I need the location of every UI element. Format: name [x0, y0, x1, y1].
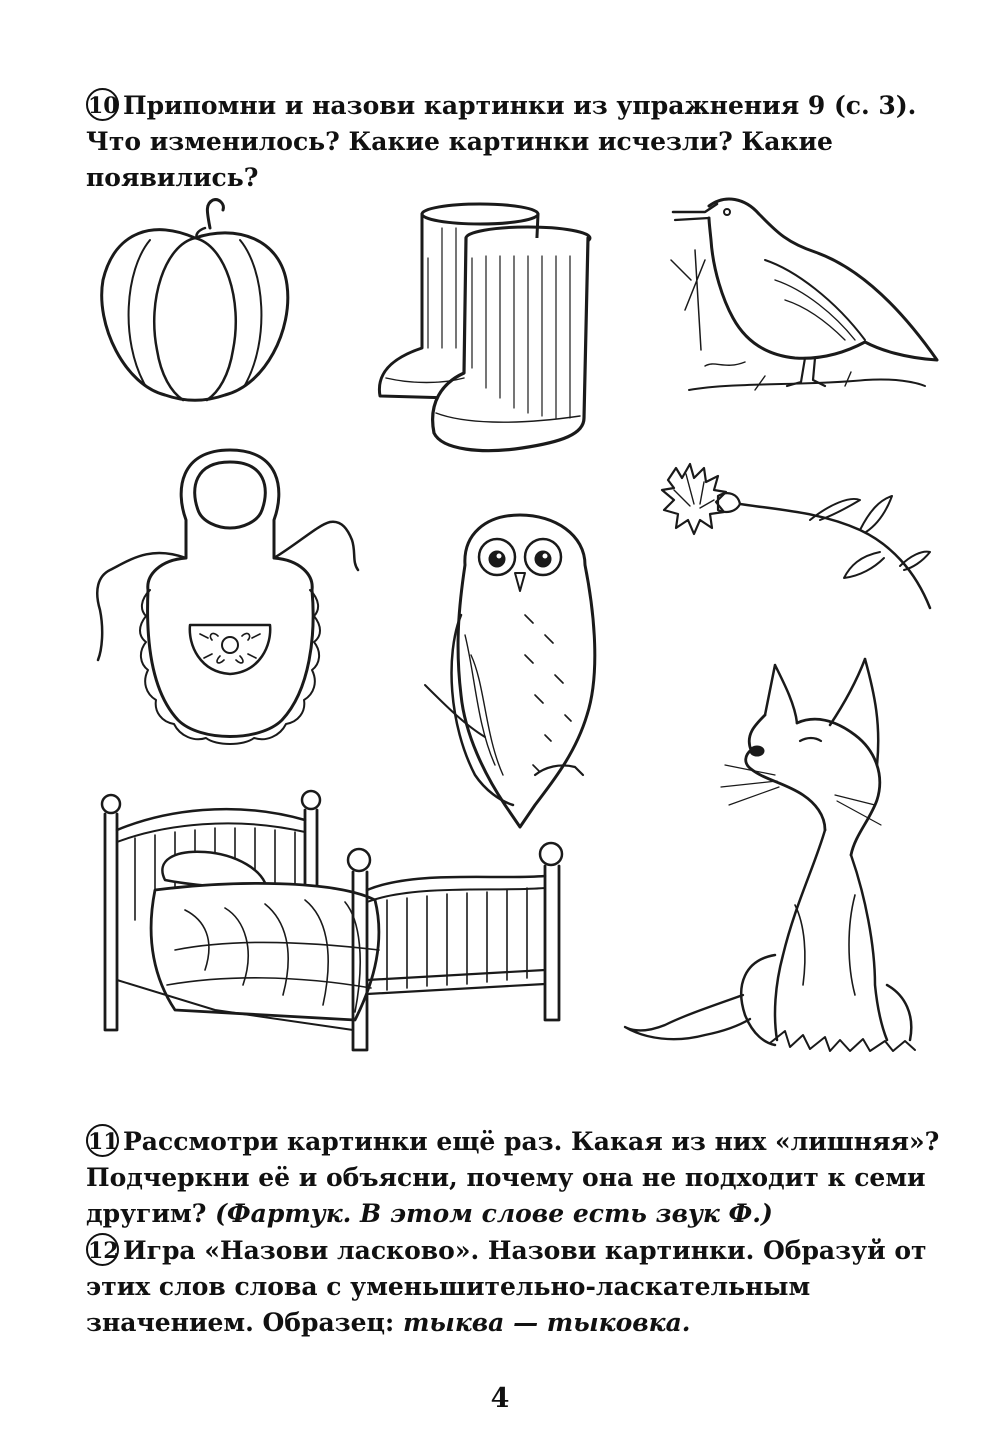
exercise-number-12: 12	[86, 1233, 119, 1266]
rook-bird-icon	[665, 190, 945, 410]
page-number: 4	[490, 1383, 510, 1414]
exercise-12	[86, 1233, 956, 1341]
cornflower-icon	[660, 460, 940, 615]
exercise-12-text: Игра «Назови ласково». Назови картинки. Образуй от этих слов слова с уменьшительно-ласкательным значением. Образец:	[86, 1236, 927, 1337]
exercise-11-text: Рассмотри картинки ещё раз. Какая из них «лишняя»? Подчеркни её и объясни, почему она не подходит к семи другим?	[86, 1127, 940, 1228]
exercise-12-sample: тыква — тыковка.	[402, 1308, 691, 1337]
exercise-11	[86, 1124, 956, 1232]
exercise-10	[86, 88, 956, 196]
exercise-10-text: Припомни и назови картинки из упражнения 9 (с. 3). Что изменилось? Какие картинки исчезли? Какие появились?	[86, 91, 917, 192]
exercise-11-answer: (Фартук. В этом слове есть звук Ф.)	[215, 1199, 773, 1228]
exercise-number-11: 11	[86, 1124, 119, 1157]
apron-icon	[90, 450, 368, 750]
pumpkin-icon	[95, 190, 295, 420]
exercise-number-10: 10	[86, 88, 119, 121]
bed-icon	[95, 780, 567, 1055]
wolf-icon	[625, 655, 925, 1065]
felt-boots-icon	[372, 198, 597, 463]
